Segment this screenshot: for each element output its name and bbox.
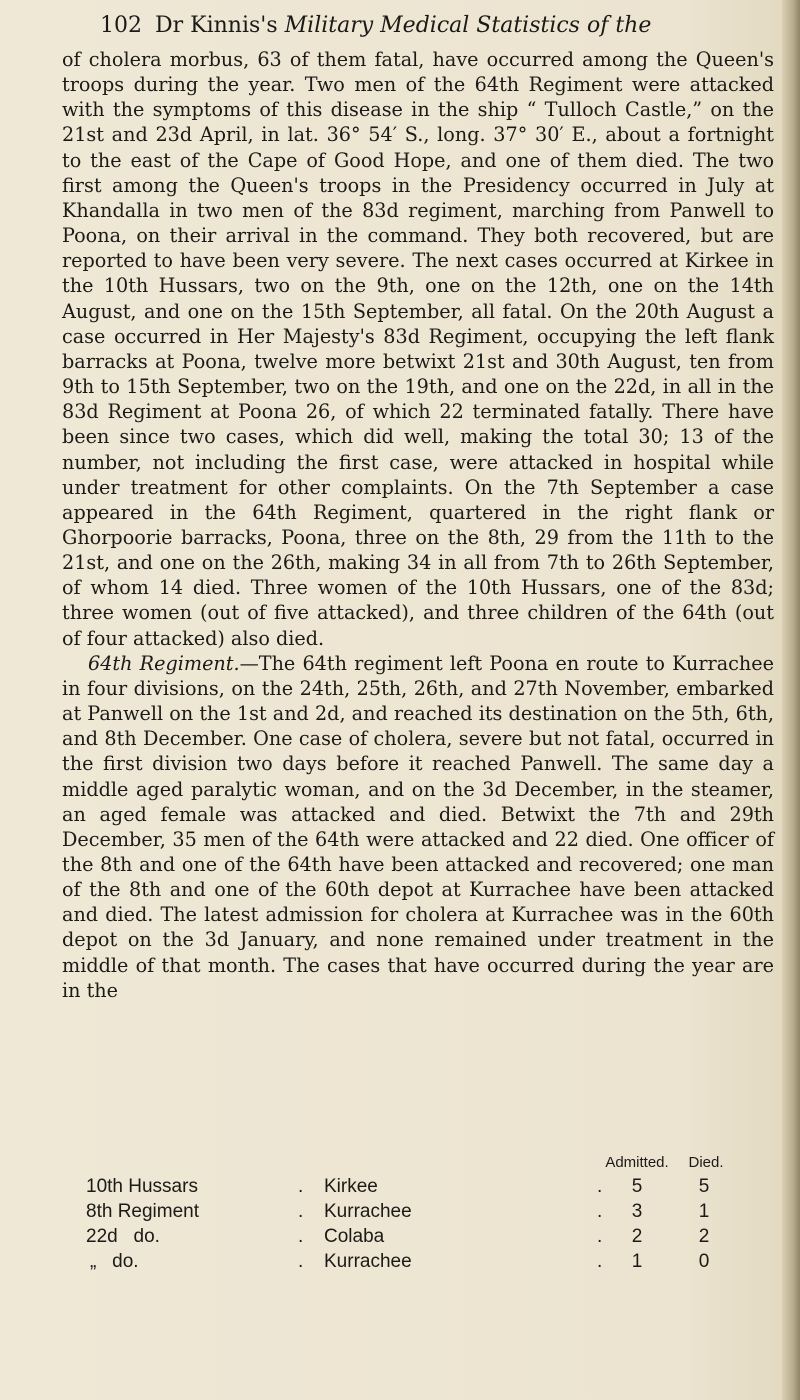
admitted-header: Admitted.	[605, 1154, 669, 1171]
admitted-cell: 5	[631, 1176, 643, 1197]
unit-cell: „ do.	[90, 1251, 139, 1272]
header-title: Military Medical Statistics of the	[284, 13, 652, 38]
section-text: —The 64th regiment left Poona en route to Kurrachee in four divisions, on the 24th, 25th, 26th, and 27th November, embarked at Panwell on the 1st and 2d, and reached its destination on the 5th, 6th, and 8th December. One case of cholera, severe but not fatal, occurred in the first division two days before it reached Panwell. The same day a middle aged paralytic woman, and on the 3d December, in the steamer, an aged female was attacked and died. Betwixt the 7th and 29th December, 35 men of the 64th were attacked and 22 died. One officer of the 8th and one of the 64th have been attacked and recovered; one man of the 8th and one of the 60th depot at Kurrachee have been attacked and died. The latest admission for cholera at Kurrachee was in the 60th depot on the 3d January, and none remained under treatment in the middle of that month. The cases that have occurred during the year are in the	[62, 651, 774, 1002]
unit-cell: 10th Hussars	[86, 1176, 198, 1197]
table-row	[62, 1201, 774, 1226]
leader-dot: .	[298, 1201, 304, 1222]
admitted-cell: 3	[631, 1201, 643, 1222]
leader-dot: .	[298, 1251, 304, 1272]
place-cell: Kirkee	[324, 1176, 378, 1197]
died-cell: 5	[698, 1176, 710, 1197]
table-row	[62, 1251, 774, 1276]
leader-dot: .	[597, 1251, 603, 1272]
died-cell: 0	[698, 1251, 710, 1272]
place-cell: Kurrachee	[324, 1201, 412, 1222]
leader-dot: .	[597, 1176, 603, 1197]
admitted-cell: 2	[631, 1226, 643, 1247]
table-header	[62, 1150, 774, 1176]
cases-table	[62, 1150, 774, 1276]
died-header: Died.	[688, 1154, 724, 1171]
page-edge	[782, 0, 800, 1400]
place-cell: Colaba	[324, 1226, 385, 1247]
place-cell: Kurrachee	[324, 1251, 412, 1272]
leader-dot: .	[298, 1176, 304, 1197]
table-row	[62, 1176, 774, 1201]
unit-cell: 22d do.	[86, 1226, 160, 1247]
section-heading: 64th Regiment.	[88, 651, 240, 675]
body-text	[62, 47, 774, 1003]
died-cell: 2	[698, 1226, 710, 1247]
admitted-cell: 1	[631, 1251, 643, 1272]
leader-dot: .	[597, 1226, 603, 1247]
table-row	[62, 1226, 774, 1251]
died-cell: 1	[698, 1201, 710, 1222]
page-number: 102	[100, 13, 142, 38]
unit-cell: 8th Regiment	[86, 1201, 200, 1222]
header-author: Dr Kinnis's	[155, 13, 278, 38]
paragraph-cholera-cases: of cholera morbus, 63 of them fatal, have occurred among the Queen's troops during the year. Two men of the 64th Regiment were attacked with the symptoms of this disease in the ship “ Tulloch Castle,” on the 21st and 23d April, in lat. 36° 54′ S., long. 37° 30′ E., about a fortnight to the east of the Cape of Good Hope, and one of them died. The two first among the Queen's troops in the Presidency occurred in July at Khandalla in two men of the 83d regiment, marching from Panwell to Poona, on their arrival in the command. They both recovered, but are reported to have been very severe. The next cases occurred at Kirkee in the 10th Hussars, two on the 9th, one on the 12th, one on the 14th August, and one on the 15th September, all fatal. On the 20th August a case occurred in Her Majesty's 83d Regiment, occupying the left flank barracks at Poona, twelve more betwixt 21st and 30th August, ten from 9th to 15th September, two on the 19th, and one on the 22d, in all in the 83d Regiment at Poona 26, of which 22 terminated fatally. There have been since two cases, which did well, making the total 30; 13 of the number, not including the first case, were attacked in hospital while under treatment for other complaints. On the 7th September a case appeared in the 64th Regiment, quartered in the right flank or Ghorpoorie barracks, Poona, three on the 8th, 29 from the 11th to the 21st, and one on the 26th, making 34 in all from 7th to 26th September, of whom 14 died. Three women of the 10th Hussars, one of the 83d; three women (out of five attacked), and three children of the 64th (out of four attacked) also died.	[62, 48, 774, 650]
running-header	[100, 8, 740, 44]
paragraph-64th-regiment	[62, 651, 774, 1003]
leader-dot: .	[298, 1226, 304, 1247]
leader-dot: .	[597, 1201, 603, 1222]
